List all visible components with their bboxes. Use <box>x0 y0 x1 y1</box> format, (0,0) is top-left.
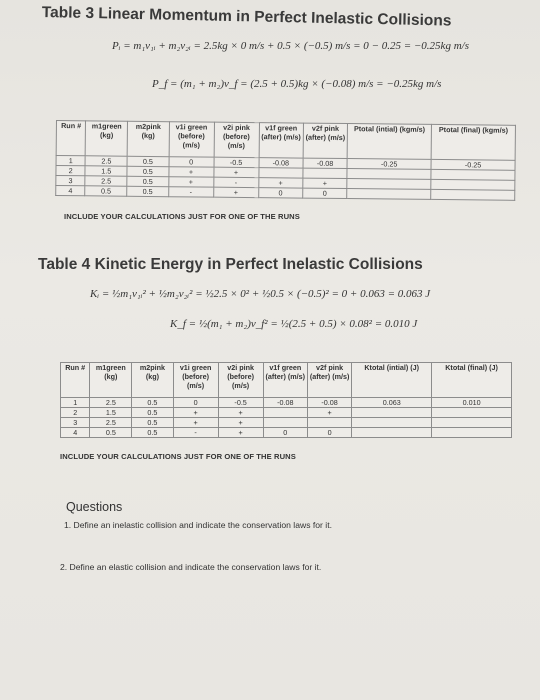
table-cell: 1.5 <box>85 166 127 176</box>
table-cell: + <box>218 418 263 428</box>
table-cell: 2.5 <box>85 156 127 166</box>
table-header-row <box>56 121 515 161</box>
table3-momentum-table <box>55 120 516 201</box>
table-cell <box>347 189 431 200</box>
table-cell: 2.5 <box>85 176 127 186</box>
table-cell: 0 <box>258 188 302 198</box>
table-cell: - <box>168 187 213 197</box>
col-header: v2i pink (before) (m/s) <box>218 363 263 398</box>
table4-kinetic-energy-table <box>60 362 512 438</box>
table3-calculation-note: INCLUDE YOUR CALCULATIONS JUST FOR ONE OF THE RUNS <box>64 212 300 221</box>
col-header: Ktotal (final) (J) <box>432 363 512 398</box>
table-cell: 0.010 <box>432 398 512 408</box>
table-cell: 0.5 <box>85 186 127 196</box>
table-cell: 0 <box>303 188 347 198</box>
table-cell <box>263 418 307 428</box>
equation-text: Kᵢ = ½m₁v₁ᵢ² + ½m₂v₂ᵢ² = ½2.5 × 0² + ½0.5 × (−0.5)² = 0 + 0.063 = 0.063 J <box>90 288 431 300</box>
table-cell: -0.5 <box>218 398 263 408</box>
table-cell: 0 <box>173 398 218 408</box>
table-cell: 0.063 <box>352 398 432 408</box>
table-cell: 2.5 <box>90 418 132 428</box>
equation-text: P_f = (m₁ + m₂)v_f = (2.5 + 0.5)kg × (−0.08) m/s = −0.25kg m/s <box>152 78 442 90</box>
table-cell: 0.5 <box>132 408 173 418</box>
table-cell: 0 <box>169 157 214 167</box>
table-cell <box>307 418 351 428</box>
table-cell: 1 <box>56 156 85 166</box>
table-cell: 4 <box>61 428 90 438</box>
table-cell: -0.25 <box>347 159 431 170</box>
table-cell: + <box>168 167 213 177</box>
table-cell: 0.5 <box>127 166 168 176</box>
table-cell: + <box>213 187 258 197</box>
table-cell <box>303 168 347 178</box>
table-cell <box>431 189 515 200</box>
table-cell: 0 <box>263 428 307 438</box>
table-cell: 0 <box>307 428 351 438</box>
col-header: m1green (kg) <box>86 121 128 156</box>
table-cell <box>352 428 432 438</box>
table-cell: 0.5 <box>132 428 173 438</box>
table-cell: -0.08 <box>307 398 351 408</box>
table-cell: -0.08 <box>259 158 303 168</box>
table-cell: 1 <box>61 398 90 408</box>
col-header: Ptotal (intial) (kgm/s) <box>347 124 431 160</box>
table-cell: 0.5 <box>90 428 132 438</box>
table-cell: 3 <box>61 418 90 428</box>
col-header: v1f green (after) (m/s) <box>259 123 304 158</box>
table3-title: Table 3 Linear Momentum in Perfect Inelastic Collisions <box>41 4 452 30</box>
table-cell: + <box>303 178 347 188</box>
table-cell <box>432 408 512 418</box>
col-header: m1green (kg) <box>90 363 132 398</box>
col-header: v2f pink (after) (m/s) <box>303 123 348 158</box>
col-header: v2f pink (after) (m/s) <box>307 363 351 398</box>
table-cell: + <box>213 167 258 177</box>
table-header-row <box>61 363 512 398</box>
question-1: 1. Define an inelastic collision and indicate the conservation laws for it. <box>64 520 332 530</box>
table-row <box>61 408 512 418</box>
table-cell: + <box>218 428 263 438</box>
equation-text: K_f = ½(m₁ + m₂)v_f² = ½(2.5 + 0.5) × 0.08² = 0.010 J <box>170 318 418 330</box>
table-cell: + <box>173 408 218 418</box>
question-2: 2. Define an elastic collision and indicate the conservation laws for it. <box>60 562 322 572</box>
table-cell <box>263 408 307 418</box>
table-cell: + <box>168 177 213 187</box>
col-header: Ktotal (intial) (J) <box>352 363 432 398</box>
table-cell <box>352 408 432 418</box>
table-cell <box>432 428 512 438</box>
table-cell <box>432 418 512 428</box>
equation-text: Pᵢ = m₁v₁ᵢ + m₂v₂ᵢ = 2.5kg × 0 m/s + 0.5 × (−0.5) m/s = 0 − 0.25 = −0.25kg m/s <box>112 40 469 52</box>
table-cell: 0.5 <box>132 398 173 408</box>
table-row <box>61 428 512 438</box>
table-cell: + <box>218 408 263 418</box>
col-header: m2pink (kg) <box>127 121 169 156</box>
table-cell: -0.08 <box>263 398 307 408</box>
table-cell: 0.5 <box>127 186 168 196</box>
col-header: v1i green (before) (m/s) <box>169 122 214 157</box>
table-cell: 3 <box>56 176 85 186</box>
col-header: v1f green (after) (m/s) <box>263 363 307 398</box>
table-row <box>61 398 512 408</box>
col-header: Ptotal (final) (kgm/s) <box>431 124 515 160</box>
table4-title: Table 4 Kinetic Energy in Perfect Inelastic Collisions <box>38 256 423 273</box>
table-cell: -0.08 <box>303 158 347 168</box>
questions-heading: Questions <box>66 500 123 514</box>
col-header: v2i pink (before) (m/s) <box>214 122 259 157</box>
table3-initial-momentum-equation <box>112 40 469 52</box>
table-cell <box>259 168 303 178</box>
table-cell: 0.5 <box>132 418 173 428</box>
table-cell: 0.5 <box>127 176 168 186</box>
table-cell: 0.5 <box>127 156 168 166</box>
table-cell: + <box>258 178 302 188</box>
table-cell: -0.25 <box>431 159 515 170</box>
table4-calculation-note: INCLUDE YOUR CALCULATIONS JUST FOR ONE OF THE RUNS <box>60 452 296 461</box>
table-cell: 4 <box>56 186 85 196</box>
table-cell: 1.5 <box>90 408 132 418</box>
table-cell: + <box>173 418 218 428</box>
table-cell: 2 <box>56 166 85 176</box>
table-cell: 2.5 <box>90 398 132 408</box>
col-header: v1i green (before) (m/s) <box>173 363 218 398</box>
table4-final-energy-equation <box>170 318 417 330</box>
table4-initial-energy-equation <box>90 288 430 300</box>
table-row <box>61 418 512 428</box>
col-header: Run # <box>56 121 86 156</box>
table3-final-momentum-equation <box>152 78 441 90</box>
table-cell: -0.5 <box>214 157 259 167</box>
table-cell: 2 <box>61 408 90 418</box>
col-header: m2pink (kg) <box>132 363 173 398</box>
table-cell: + <box>307 408 351 418</box>
table-cell: - <box>213 177 258 187</box>
table-cell <box>352 418 432 428</box>
col-header: Run # <box>61 363 90 398</box>
table-cell: - <box>173 428 218 438</box>
